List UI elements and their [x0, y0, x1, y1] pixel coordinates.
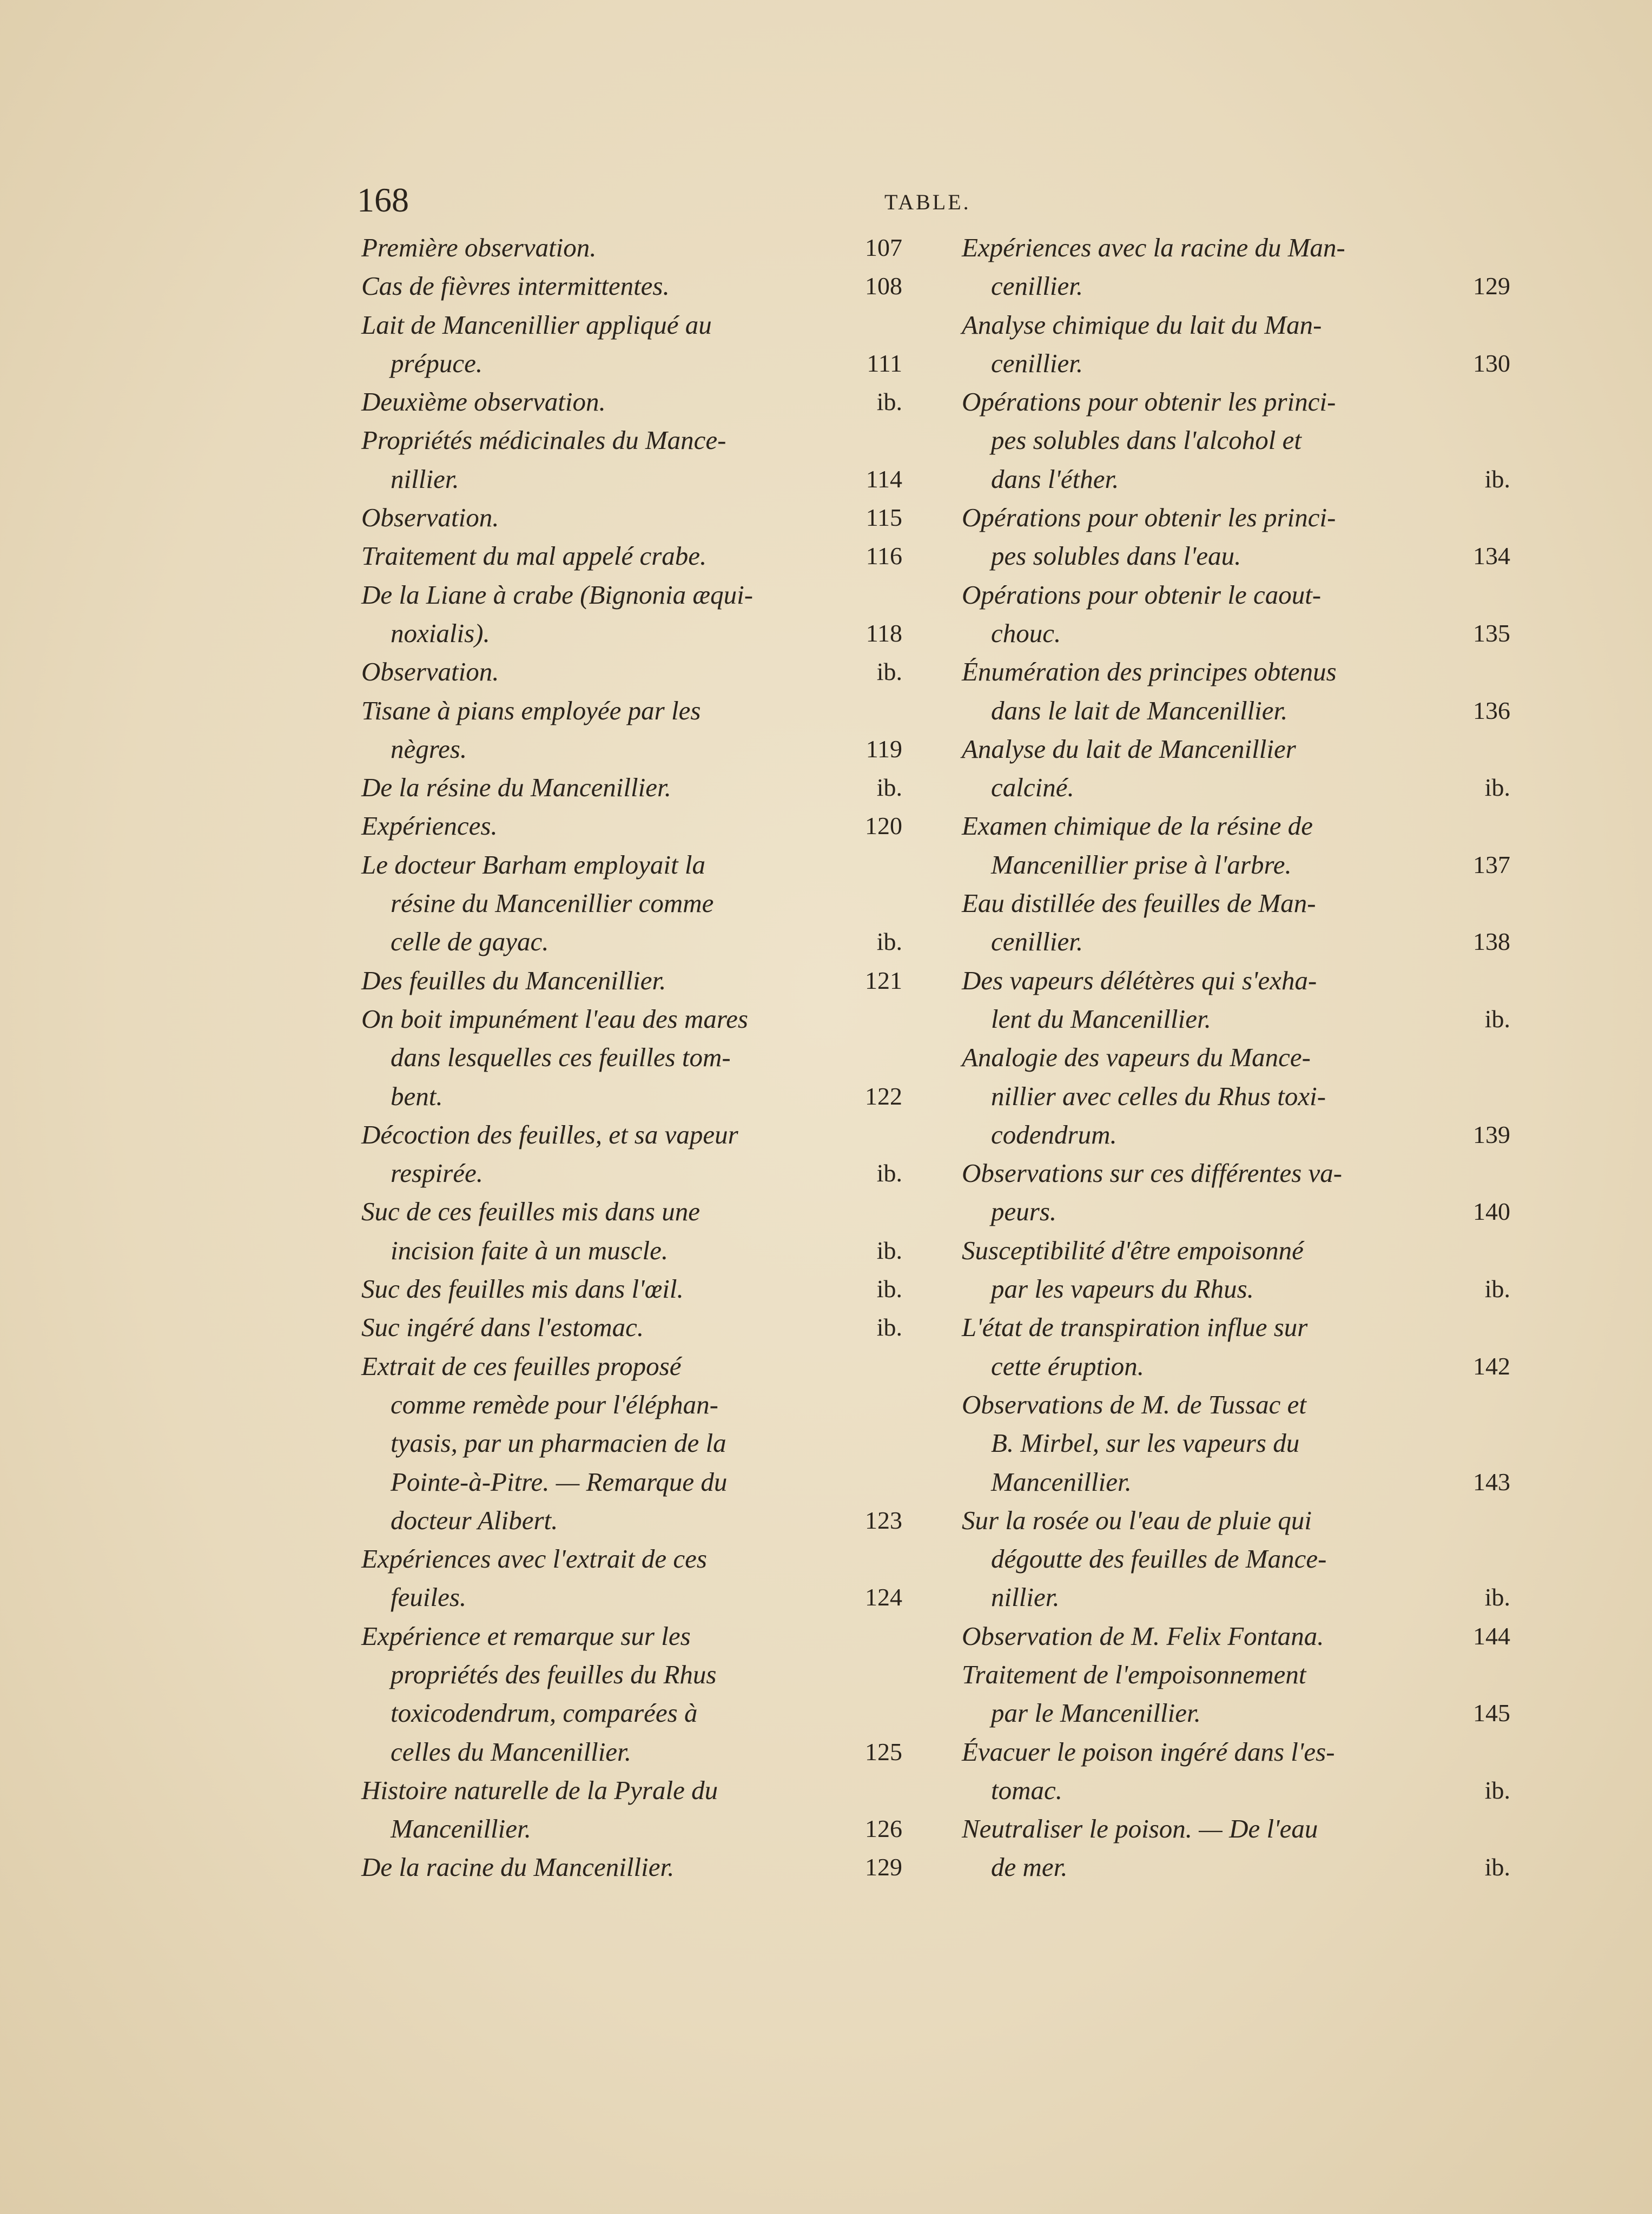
entry-page-number: 143	[1473, 1468, 1510, 1496]
entry-text: feuiles.	[391, 1582, 467, 1612]
toc-entry-line	[361, 1771, 902, 1809]
toc-entry-line	[361, 922, 902, 961]
toc-entry-line	[962, 614, 1510, 652]
entry-page-number: ib.	[1484, 465, 1510, 493]
entry-page-number: ib.	[876, 1236, 902, 1264]
toc-entry-line	[962, 807, 1510, 845]
entry-text: Histoire naturelle de la Pyrale du	[361, 1775, 718, 1805]
toc-entry-line	[361, 1115, 902, 1154]
entry-text: Énumération des principes obtenus	[962, 657, 1337, 687]
toc-entry-line	[962, 1463, 1510, 1501]
entry-page-number: 137	[1473, 850, 1510, 878]
toc-entry-line	[361, 421, 902, 459]
toc-entry-line	[962, 267, 1510, 305]
entry-text: codendrum.	[991, 1119, 1117, 1149]
entry-page-number: 114	[865, 465, 902, 493]
entry-page-number: 134	[1473, 542, 1510, 570]
entry-page-number: ib.	[1484, 1853, 1510, 1881]
entry-text: Des vapeurs délétères qui s'exha-	[962, 965, 1317, 995]
toc-entry-line	[361, 1809, 902, 1848]
entry-text: pes solubles dans l'eau.	[991, 541, 1241, 571]
toc-entry-line	[361, 652, 902, 691]
entry-text: nillier.	[391, 464, 459, 494]
entry-text: cenillier.	[991, 271, 1083, 301]
entry-text: toxicodendrum, comparées à	[391, 1698, 698, 1728]
page-number: 168	[357, 181, 409, 219]
entry-text: tyasis, par un pharmacien de la	[391, 1428, 726, 1458]
entry-text: propriétés des feuilles du Rhus	[391, 1659, 717, 1689]
entry-page-number: 108	[865, 272, 902, 300]
entry-page-number: 124	[865, 1583, 902, 1611]
entry-text: chouc.	[991, 618, 1061, 648]
toc-entry-line	[962, 382, 1510, 421]
entry-page-number: ib.	[876, 658, 902, 686]
entry-text: prépuce.	[391, 348, 483, 378]
toc-entry-line	[361, 1733, 902, 1771]
entry-page-number: ib.	[876, 1313, 902, 1341]
entry-text: dans le lait de Mancenillier.	[991, 695, 1288, 725]
entry-text: nègres.	[391, 733, 467, 764]
toc-entry-line	[962, 1000, 1510, 1038]
toc-entry-line	[361, 691, 902, 730]
entry-page-number: 144	[1473, 1622, 1510, 1650]
entry-text: Opérations pour obtenir les princi-	[962, 387, 1336, 417]
entry-page-number: ib.	[876, 1159, 902, 1187]
table-column-right	[962, 228, 1510, 1887]
toc-entry-line	[361, 1463, 902, 1501]
entry-text: De la résine du Mancenillier.	[361, 772, 671, 803]
entry-text: Pointe-à-Pitre. — Remarque du	[391, 1466, 728, 1497]
toc-entry-line	[962, 1385, 1510, 1424]
entry-page-number: 107	[865, 234, 902, 261]
running-head: TABLE.	[884, 190, 971, 214]
toc-entry-line	[962, 1809, 1510, 1848]
toc-entry-line	[962, 1308, 1510, 1346]
entry-text: Opérations pour obtenir le caout-	[962, 579, 1321, 610]
entry-page-number: 138	[1473, 928, 1510, 956]
entry-text: L'état de transpiration influe sur	[962, 1312, 1308, 1343]
entry-text: Expérience et remarque sur les	[361, 1621, 691, 1651]
entry-page-number: 125	[865, 1737, 902, 1766]
entry-page-number: ib.	[1484, 1004, 1510, 1033]
entry-page-number: ib.	[876, 774, 902, 802]
toc-entry-line	[361, 537, 902, 575]
toc-entry-line	[962, 498, 1510, 537]
entry-text: incision faite à un muscle.	[391, 1235, 669, 1265]
entry-page-number: 126	[865, 1815, 902, 1843]
entry-text: Expériences avec la racine du Man-	[962, 233, 1345, 262]
toc-entry-line	[361, 1424, 902, 1462]
toc-entry-line	[962, 1694, 1510, 1732]
toc-entry-line	[962, 421, 1510, 459]
toc-entry-line	[361, 1694, 902, 1732]
entry-text: Traitement du mal appelé crabe.	[361, 541, 707, 571]
toc-entry-line	[361, 1578, 902, 1616]
toc-entry-line	[962, 344, 1510, 382]
toc-entry-line	[361, 768, 902, 807]
entry-text: noxialis).	[391, 618, 490, 648]
toc-entry-line	[962, 1077, 1510, 1115]
toc-entry-line	[361, 382, 902, 421]
entry-text: résine du Mancenillier comme	[391, 888, 714, 918]
entry-text: Traitement de l'empoisonnement	[962, 1659, 1306, 1689]
toc-entry-line	[361, 306, 902, 344]
entry-text: Suc de ces feuilles mis dans une	[361, 1197, 700, 1227]
entry-text: celles du Mancenillier.	[391, 1736, 631, 1767]
toc-entry-line	[361, 1347, 902, 1385]
entry-page-number: 118	[865, 619, 902, 647]
toc-entry-line	[962, 306, 1510, 344]
entry-text: Observation.	[361, 657, 499, 687]
toc-entry-line	[962, 1038, 1510, 1076]
toc-entry-line	[361, 344, 902, 382]
toc-entry-line	[361, 1038, 902, 1076]
toc-entry-line	[962, 884, 1510, 922]
entry-text: Examen chimique de la résine de	[962, 811, 1313, 841]
toc-entry-line	[962, 1154, 1510, 1192]
toc-entry-line	[962, 1617, 1510, 1655]
entry-text: Observation.	[361, 503, 499, 533]
toc-entry-line	[361, 1270, 902, 1308]
toc-entry-line	[361, 1000, 902, 1038]
entry-text: cenillier.	[991, 348, 1083, 378]
toc-entry-line	[361, 1154, 902, 1192]
entry-text: Lait de Mancenillier appliqué au	[361, 309, 712, 340]
entry-text: peurs.	[991, 1197, 1057, 1227]
toc-entry-line	[962, 1539, 1510, 1578]
entry-text: dans lesquelles ces feuilles tom-	[391, 1042, 731, 1073]
entry-page-number: 121	[865, 966, 902, 994]
toc-entry-line	[361, 498, 902, 537]
entry-text: Opérations pour obtenir les princi-	[962, 503, 1336, 533]
toc-entry-line	[361, 1617, 902, 1655]
entry-page-number: 136	[1473, 696, 1510, 724]
entry-page-number: ib.	[876, 388, 902, 416]
toc-entry-line	[962, 652, 1510, 691]
entry-text: Susceptibilité d'être empoisonné	[962, 1235, 1304, 1265]
entry-text: Suc des feuilles mis dans l'œil.	[361, 1274, 684, 1304]
entry-text: Mancenillier.	[391, 1814, 531, 1844]
entry-text: Expériences.	[361, 811, 498, 841]
entry-text: nillier.	[991, 1582, 1060, 1612]
toc-entry-line	[361, 228, 902, 267]
toc-entry-line	[361, 730, 902, 768]
entry-text: pes solubles dans l'alcohol et	[991, 425, 1301, 455]
entry-text: Mancenillier.	[991, 1466, 1132, 1497]
toc-entry-line	[962, 228, 1510, 267]
entry-page-number: ib.	[1484, 1275, 1510, 1303]
entry-text: comme remède pour l'éléphan-	[391, 1389, 718, 1419]
entry-page-number: 145	[1473, 1699, 1510, 1727]
entry-text: cenillier.	[991, 927, 1083, 957]
toc-entry-line	[361, 1192, 902, 1231]
toc-entry-line	[962, 1347, 1510, 1385]
entry-page-number: 139	[1473, 1120, 1510, 1148]
toc-entry-line	[361, 1077, 902, 1115]
entry-text: Observations de M. de Tussac et	[962, 1389, 1306, 1419]
entry-page-number: ib.	[876, 1275, 902, 1303]
entry-text: Tisane à pians employée par les	[361, 695, 701, 725]
entry-text: Observation de M. Felix Fontana.	[962, 1621, 1324, 1651]
entry-text: Des feuilles du Mancenillier.	[361, 965, 666, 995]
entry-text: Première observation.	[361, 233, 597, 262]
entry-text: De la racine du Mancenillier.	[361, 1852, 675, 1882]
toc-entry-line	[361, 1539, 902, 1578]
toc-entry-line	[361, 1848, 902, 1886]
entry-page-number: 129	[865, 1853, 902, 1881]
entry-text: nillier avec celles du Rhus toxi-	[991, 1081, 1326, 1111]
entry-text: Propriétés médicinales du Mance-	[361, 425, 726, 455]
toc-entry-line	[361, 1655, 902, 1694]
entry-text: Analogie des vapeurs du Mance-	[962, 1042, 1311, 1073]
entry-text: par le Mancenillier.	[991, 1698, 1201, 1728]
toc-entry-line	[962, 1655, 1510, 1694]
toc-entry-line	[361, 845, 902, 884]
toc-entry-line	[962, 1501, 1510, 1539]
entry-text: Évacuer le poison ingéré dans l'es-	[962, 1736, 1335, 1767]
toc-entry-line	[962, 1578, 1510, 1616]
page-header	[357, 179, 1515, 222]
entry-page-number: 120	[865, 812, 902, 840]
entry-page-number: 142	[1473, 1352, 1510, 1380]
entry-text: lent du Mancenillier.	[991, 1003, 1211, 1034]
entry-page-number: 122	[865, 1082, 902, 1110]
entry-text: Eau distillée des feuilles de Man-	[962, 888, 1316, 918]
entry-text: Sur la rosée ou l'eau de pluie qui	[962, 1505, 1312, 1535]
entry-text: dégoutte des feuilles de Mance-	[991, 1544, 1327, 1574]
entry-text: celle de gayac.	[391, 927, 549, 957]
toc-entry-line	[962, 922, 1510, 961]
toc-entry-line	[361, 614, 902, 652]
entry-text: Mancenillier prise à l'arbre.	[991, 849, 1292, 880]
entry-text: Cas de fièvres intermittentes.	[361, 271, 670, 301]
entry-page-number: 135	[1473, 619, 1510, 647]
entry-text: docteur Alibert.	[391, 1505, 558, 1535]
toc-entry-line	[962, 768, 1510, 807]
toc-entry-line	[962, 1771, 1510, 1809]
entry-text: Expériences avec l'extrait de ces	[361, 1544, 707, 1574]
toc-entry-line	[361, 961, 902, 1000]
toc-entry-line	[962, 1115, 1510, 1154]
entry-text: respirée.	[391, 1158, 483, 1188]
entry-text: Décoction des feuilles, et sa vapeur	[361, 1119, 738, 1149]
entry-text: Deuxième observation.	[361, 387, 606, 417]
entry-text: dans l'éther.	[991, 464, 1119, 494]
toc-entry-line	[962, 1424, 1510, 1462]
toc-entry-line	[962, 691, 1510, 730]
toc-entry-line	[361, 1385, 902, 1424]
entry-page-number: 129	[1473, 272, 1510, 300]
entry-page-number: 116	[865, 542, 902, 570]
entry-text: Suc ingéré dans l'estomac.	[361, 1312, 644, 1343]
toc-entry-line	[962, 537, 1510, 575]
entry-text: De la Liane à crabe (Bignonia æqui-	[361, 579, 754, 610]
toc-entry-line	[962, 730, 1510, 768]
toc-entry-line	[361, 1308, 902, 1346]
toc-entry-line	[361, 1501, 902, 1539]
toc-entry-line	[962, 1270, 1510, 1308]
entry-page-number: 111	[867, 349, 902, 377]
toc-entry-line	[962, 1733, 1510, 1771]
entry-page-number: 130	[1473, 349, 1510, 377]
table-column-left	[361, 228, 902, 1887]
entry-text: calciné.	[991, 772, 1074, 803]
toc-entry-line	[962, 961, 1510, 1000]
entry-text: B. Mirbel, sur les vapeurs du	[991, 1428, 1300, 1458]
toc-entry-line	[361, 1231, 902, 1270]
entry-text: On boit impunément l'eau des mares	[361, 1003, 748, 1034]
entry-text: Analyse du lait de Mancenillier	[962, 733, 1296, 764]
entry-page-number: ib.	[1484, 1776, 1510, 1804]
entry-text: cette éruption.	[991, 1351, 1145, 1381]
entry-page-number: 123	[865, 1506, 902, 1534]
toc-entry-line	[962, 1848, 1510, 1886]
entry-text: Analyse chimique du lait du Man-	[962, 309, 1322, 340]
toc-entry-line	[962, 460, 1510, 498]
entry-page-number: 115	[865, 504, 902, 532]
entry-page-number: ib.	[1484, 1583, 1510, 1611]
toc-entry-line	[361, 807, 902, 845]
toc-entry-line	[361, 267, 902, 305]
entry-text: par les vapeurs du Rhus.	[991, 1274, 1254, 1304]
entry-text: bent.	[391, 1081, 443, 1111]
toc-entry-line	[361, 460, 902, 498]
entry-text: Le docteur Barham employait la	[361, 849, 706, 880]
entry-page-number: 119	[865, 735, 902, 763]
entry-text: de mer.	[991, 1852, 1068, 1882]
toc-entry-line	[361, 576, 902, 614]
toc-entry-line	[962, 845, 1510, 884]
entry-text: Extrait de ces feuilles proposé	[361, 1351, 682, 1381]
entry-text: Neutraliser le poison. — De l'eau	[962, 1814, 1318, 1844]
toc-entry-line	[361, 884, 902, 922]
entry-text: tomac.	[991, 1775, 1062, 1805]
entry-text: Observations sur ces différentes va-	[962, 1158, 1343, 1188]
toc-entry-line	[962, 576, 1510, 614]
entry-page-number: ib.	[876, 928, 902, 956]
toc-entry-line	[962, 1192, 1510, 1231]
entry-page-number: 140	[1473, 1198, 1510, 1226]
entry-page-number: ib.	[1484, 774, 1510, 802]
toc-entry-line	[962, 1231, 1510, 1270]
